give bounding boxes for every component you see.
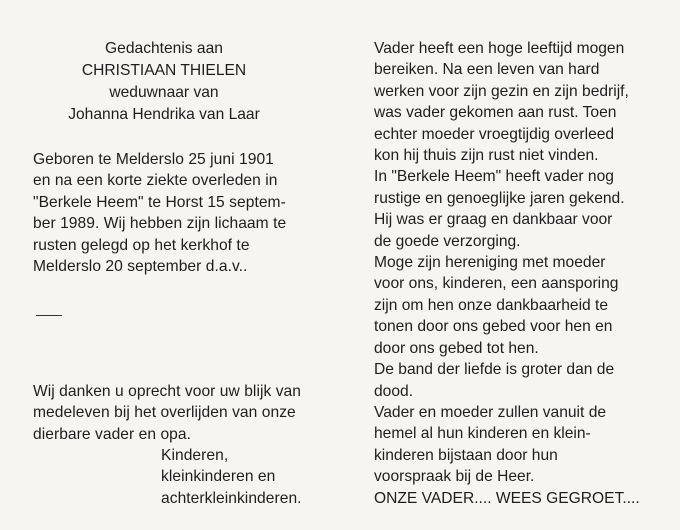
header-intro: Gedachtenis aan — [105, 40, 223, 57]
text-line: dood. — [374, 382, 414, 400]
text-line: Vader en moeder zullen vanuit de — [374, 403, 607, 421]
text-line: voorspraak bij de Heer. — [374, 468, 535, 486]
text-line: Hij was er graag en dankbaar voor — [374, 211, 613, 229]
bio-line: "Berkele Heem" te Horst 15 septem- — [33, 193, 286, 211]
text-line: hemel al hun kinderen en klein- — [374, 425, 591, 443]
text-line: werken voor zijn gezin en zijn bedrijf, — [374, 82, 629, 100]
family-signature — [161, 445, 302, 509]
header-widower: weduwnaar van — [109, 84, 219, 101]
divider-dash — [36, 315, 62, 316]
bio-line: Geboren te Melderslo 25 juni 1901 — [33, 151, 274, 168]
left-column — [33, 38, 333, 507]
bio-line: rusten gelegd op het kerkhof te — [33, 236, 250, 254]
text-line: De band der liefde is groter dan de — [374, 361, 615, 379]
text-line: was vader gekomen aan rust. Toen — [374, 104, 617, 122]
right-column — [374, 38, 670, 509]
signature-line: kleinkinderen en — [161, 468, 276, 486]
signature-line: Kinderen, — [161, 447, 229, 464]
thanks-line: Wij danken u oprecht voor uw blijk van — [33, 383, 301, 400]
text-line: Moge zijn hereniging met moeder — [374, 254, 606, 272]
text-line: kon hij thuis zijn rust niet vinden. — [374, 147, 599, 165]
text-line: Vader heeft een hoge leeftijd mogen — [374, 40, 625, 57]
text-line: bereiken. Na een leven van hard — [374, 61, 600, 79]
biography-paragraph — [33, 149, 286, 277]
text-line: echter moeder vroegtijdig overleed — [374, 125, 615, 143]
text-line: rustige en genoeglijke jaren gekend. — [374, 189, 625, 207]
text-line: door ons gebed tot hen. — [374, 339, 539, 357]
thanks-paragraph — [33, 381, 301, 445]
text-line: voor ons, kinderen, een aansporing — [374, 275, 619, 293]
bio-line: en na een korte ziekte overleden in — [33, 172, 278, 190]
bio-line: ber 1989. Wij hebben zijn lichaam te — [33, 215, 287, 233]
bio-line: Melderslo 20 september d.a.v.. — [33, 258, 248, 276]
thanks-line: medeleven bij het overlijden van onze — [33, 404, 296, 422]
thanks-line: dierbare vader en opa. — [33, 425, 192, 443]
prayer-line: ONZE VADER.... WEES GEGROET.... — [374, 489, 640, 507]
text-line: tonen door ons gebed voor hen en — [374, 318, 613, 336]
text-line: kinderen bijstaan door hun — [374, 446, 558, 464]
text-line: zijn om hen onze dankbaarheid te — [374, 296, 609, 314]
text-line: In "Berkele Heem" heeft vader nog — [374, 168, 614, 186]
text-line: de goede verzorging. — [374, 232, 521, 250]
deceased-name: CHRISTIAAN THIELEN — [81, 62, 247, 79]
signature-line: achterkleinkinderen. — [161, 489, 302, 507]
spouse-name: Johanna Hendrika van Laar — [68, 106, 260, 123]
